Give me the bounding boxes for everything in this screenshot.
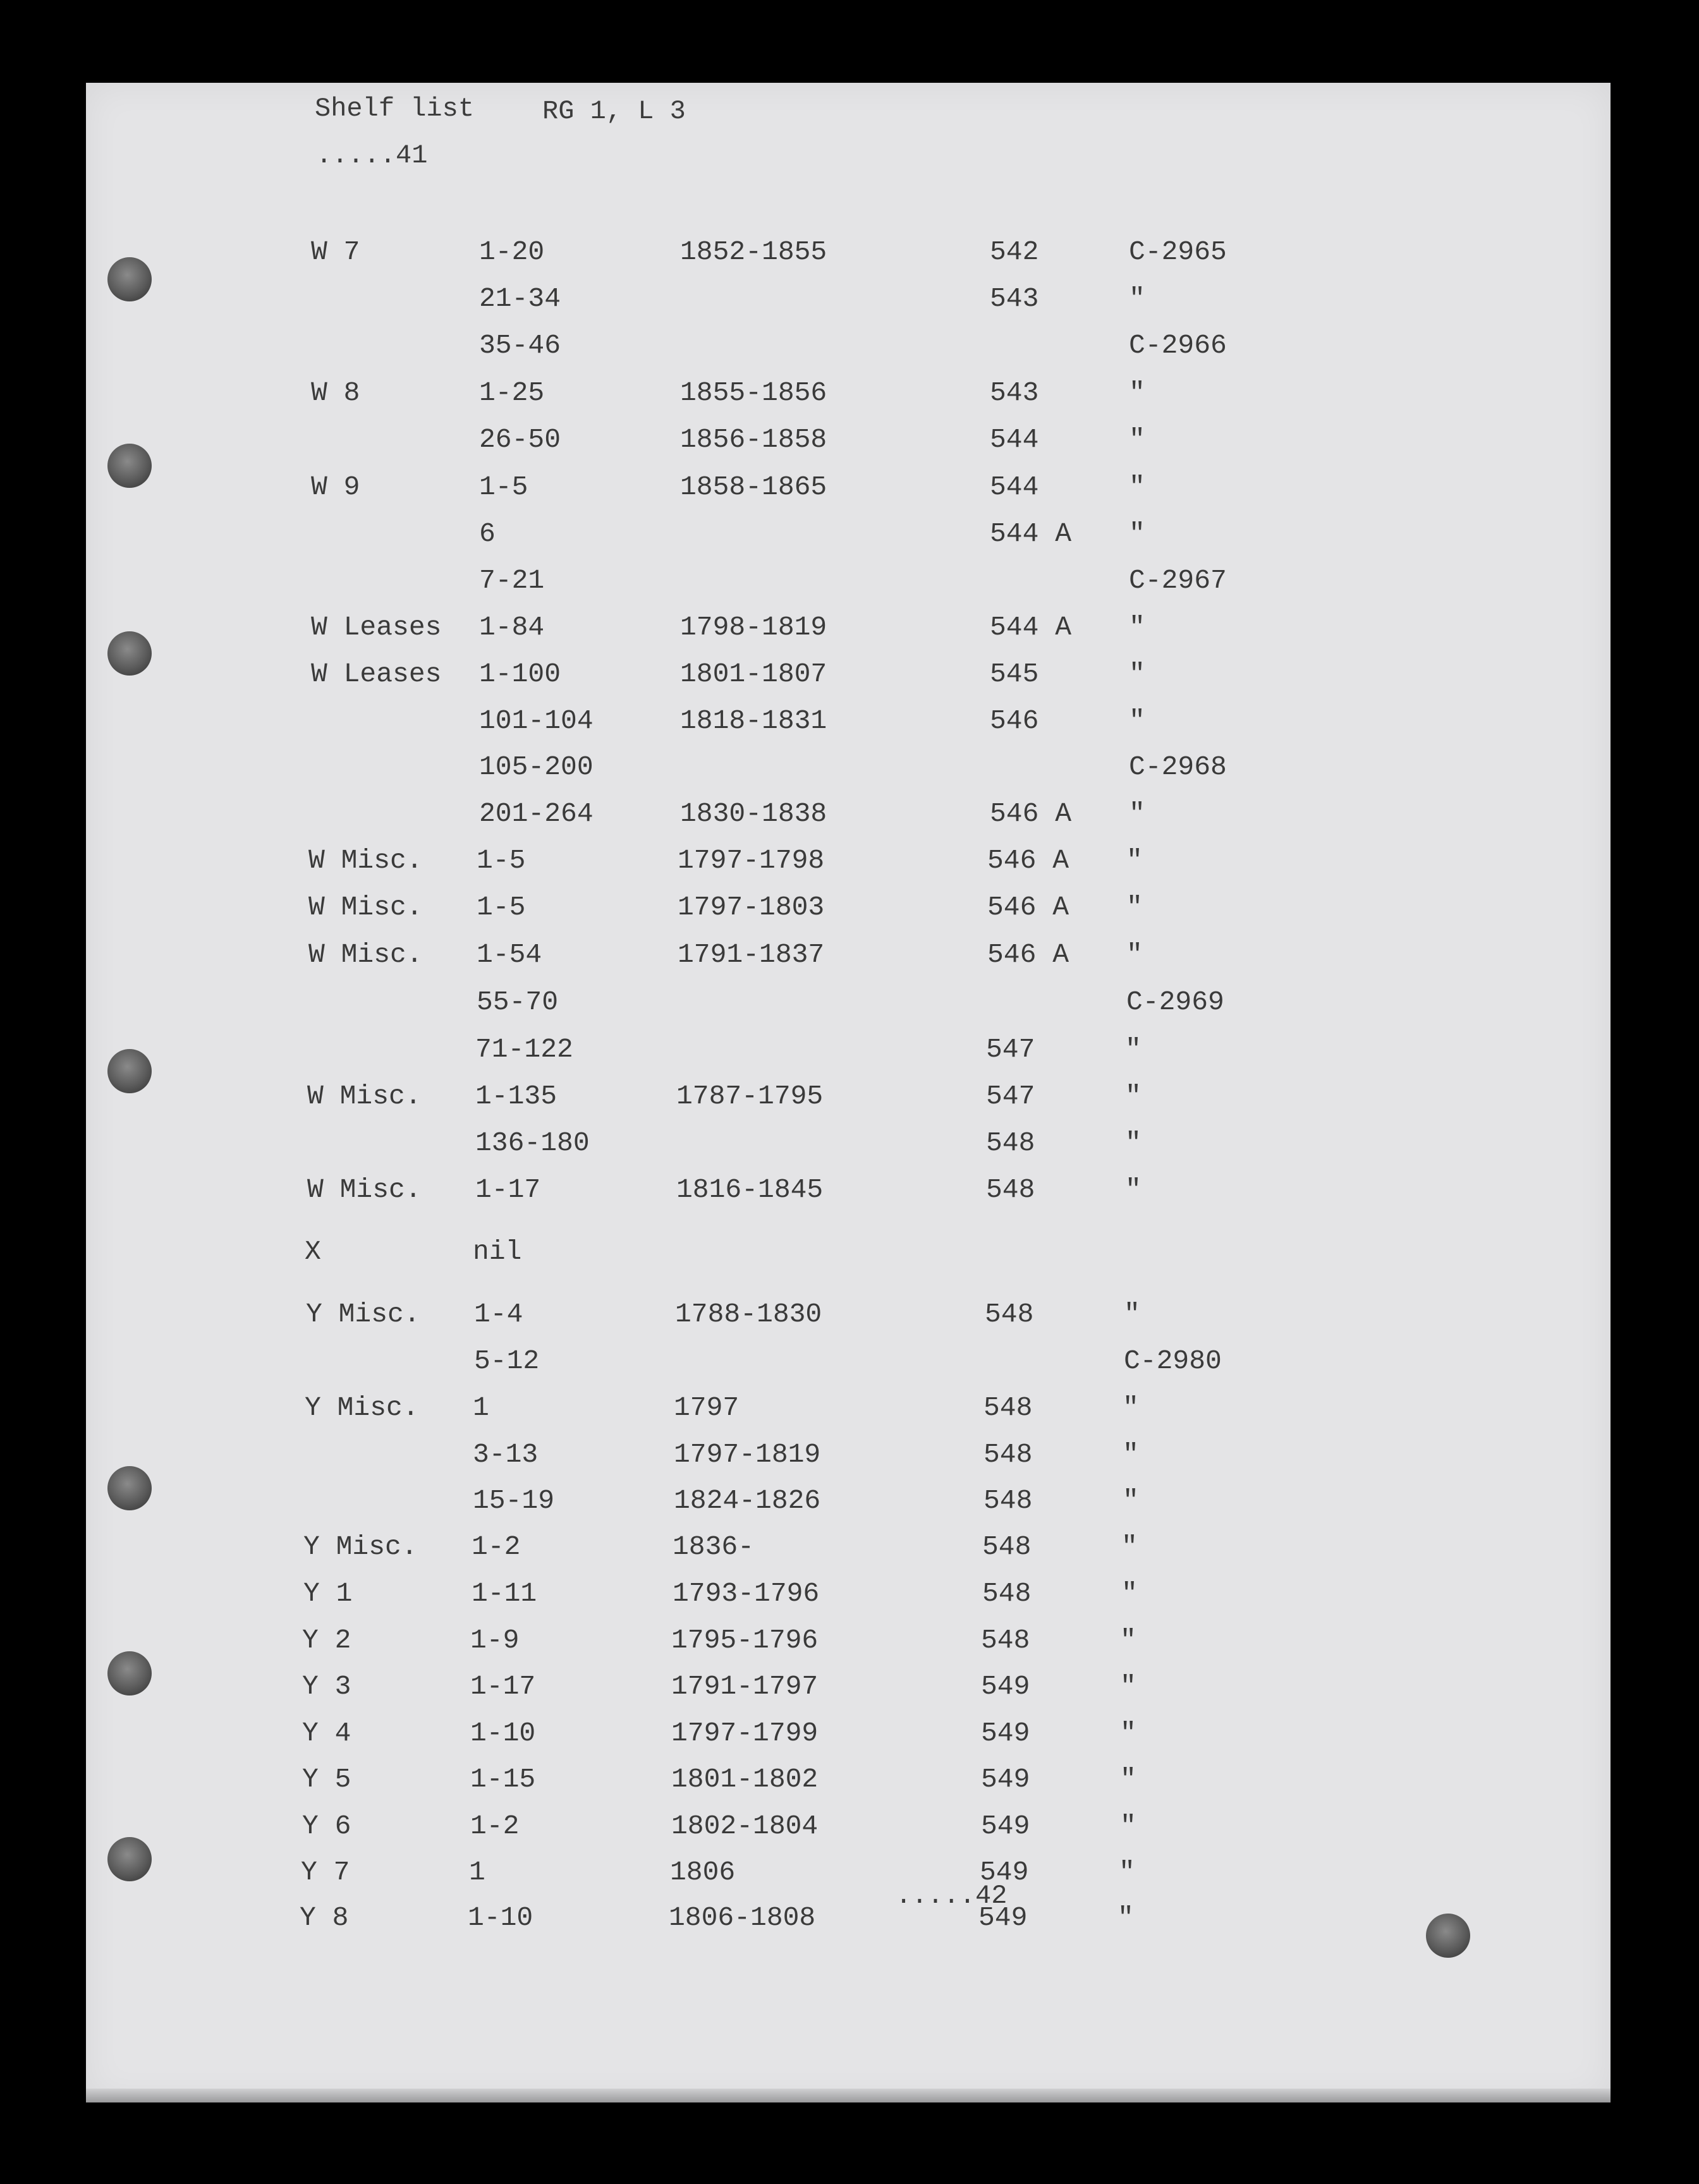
cell-reel: " [1120, 1718, 1136, 1749]
cell-series: W Misc. [308, 845, 423, 876]
table-row [86, 751, 1611, 789]
cell-series: W 9 [311, 471, 360, 502]
punch-hole [107, 1466, 152, 1510]
cell-reel: C-2969 [1126, 986, 1224, 1017]
cell-volumes: 1-20 [479, 236, 545, 267]
table-row [86, 565, 1611, 603]
cell-box: 544 [990, 471, 1039, 502]
cell-dates: 1830-1838 [680, 798, 827, 829]
cell-box: 549 [981, 1811, 1030, 1841]
cell-volumes: 1 [473, 1392, 489, 1423]
table-row [83, 986, 1608, 1024]
cell-reel: " [1129, 283, 1145, 314]
cell-series: Y 2 [302, 1625, 351, 1656]
table-row [82, 1081, 1607, 1119]
cell-box: 548 [983, 1439, 1033, 1470]
table-row [78, 1531, 1603, 1569]
cell-box: 548 [983, 1485, 1033, 1516]
cell-dates: 1816-1845 [676, 1174, 824, 1205]
cell-reel: " [1120, 1625, 1136, 1656]
cell-dates: 1798-1819 [680, 612, 827, 643]
continued-from-ref: .....41 [316, 140, 428, 171]
cell-volumes: 6 [479, 518, 496, 549]
cell-series: W Leases [311, 612, 442, 643]
cell-reel: " [1126, 892, 1143, 923]
cell-series: W Misc. [307, 1174, 422, 1205]
cell-dates: 1852-1855 [680, 236, 827, 267]
cell-box: 544 A [990, 518, 1072, 549]
cell-reel: " [1129, 798, 1145, 829]
cell-series: Y 5 [302, 1764, 351, 1795]
table-row [86, 705, 1611, 743]
cell-series: W 8 [311, 377, 360, 408]
cell-box: 549 [981, 1671, 1030, 1702]
cell-volumes: 1-25 [479, 377, 545, 408]
table-row [86, 424, 1611, 462]
cell-reel: " [1129, 518, 1145, 549]
cell-box: 546 A [987, 892, 1069, 923]
cell-volumes: 21-34 [479, 283, 561, 314]
cell-reel: " [1129, 471, 1145, 502]
cell-series: W 7 [311, 236, 360, 267]
cell-series: Y Misc. [305, 1392, 419, 1423]
table-row [76, 1857, 1600, 1895]
cell-dates: 1858-1865 [680, 471, 827, 502]
cell-volumes: 1-4 [474, 1299, 523, 1330]
table-row [75, 1902, 1599, 1940]
cell-reel: " [1125, 1127, 1142, 1158]
cell-reel: " [1126, 939, 1143, 970]
continued-to-ref: .....42 [896, 1881, 1008, 1911]
cell-reel: " [1120, 1671, 1136, 1702]
cell-volumes: 1-11 [472, 1578, 537, 1609]
cell-series: Y 8 [300, 1902, 349, 1933]
cell-dates: 1801-1807 [680, 658, 827, 689]
cell-box: 549 [980, 1857, 1029, 1888]
cell-volumes: 1 [469, 1857, 485, 1888]
cell-volumes: 1-10 [468, 1902, 533, 1933]
table-row [80, 1485, 1604, 1523]
cell-volumes: 1-2 [470, 1811, 520, 1841]
cell-box: 549 [978, 1902, 1028, 1933]
punch-hole [107, 1837, 152, 1881]
cell-reel: " [1120, 1811, 1136, 1841]
table-row [80, 1392, 1604, 1430]
cell-reel: C-2980 [1124, 1345, 1222, 1376]
cell-series: Y 4 [302, 1718, 351, 1749]
cell-series: Y 3 [302, 1671, 351, 1702]
cell-dates: 1797-1819 [674, 1439, 821, 1470]
cell-volumes: 26-50 [479, 424, 561, 455]
punch-hole [107, 444, 152, 488]
cell-box: 543 [990, 377, 1039, 408]
cell-volumes: 1-54 [477, 939, 542, 970]
cell-reel: " [1123, 1439, 1139, 1470]
cell-volumes: 1-17 [475, 1174, 541, 1205]
cell-reel: " [1121, 1531, 1138, 1562]
cell-dates: 1801-1802 [671, 1764, 819, 1795]
cell-reel: C-2968 [1129, 751, 1227, 782]
table-row [86, 612, 1611, 650]
cell-box: 549 [981, 1718, 1030, 1749]
cell-box: 544 A [990, 612, 1072, 643]
cell-reel: " [1129, 377, 1145, 408]
cell-reel: C-2967 [1129, 565, 1227, 596]
cell-series: W Leases [311, 658, 442, 689]
cell-volumes: 35-46 [479, 330, 561, 361]
table-row [81, 1345, 1605, 1383]
punch-hole [107, 257, 152, 301]
cell-volumes: 1-5 [477, 845, 526, 876]
cell-dates: 1824-1826 [674, 1485, 821, 1516]
table-row [86, 236, 1611, 274]
cell-box: 548 [982, 1531, 1032, 1562]
table-row [77, 1625, 1602, 1663]
punch-hole [107, 631, 152, 676]
cell-volumes: 3-13 [473, 1439, 539, 1470]
cell-box: 546 A [987, 939, 1069, 970]
cell-series: Y Misc. [303, 1531, 418, 1562]
table-row [78, 1578, 1603, 1616]
page-bottom-edge [86, 2089, 1611, 2102]
record-group: RG 1, L 3 [542, 96, 686, 126]
cell-series: W Misc. [307, 1081, 422, 1112]
cell-box: 546 A [990, 798, 1072, 829]
cell-dates: 1795-1796 [671, 1625, 819, 1656]
cell-box: 546 [990, 705, 1039, 736]
cell-dates: 1791-1837 [678, 939, 825, 970]
cell-dates: 1797-1798 [678, 845, 825, 876]
cell-reel: " [1126, 845, 1143, 876]
table-row [77, 1764, 1602, 1802]
cell-box: 548 [981, 1625, 1030, 1656]
cell-volumes: 1-135 [475, 1081, 557, 1112]
page-title: Shelf list [315, 94, 475, 124]
cell-dates: 1856-1858 [680, 424, 827, 455]
cell-box: 547 [986, 1081, 1035, 1112]
cell-volumes: nil [473, 1236, 522, 1267]
cell-volumes: 136-180 [475, 1127, 590, 1158]
cell-box: 548 [986, 1127, 1035, 1158]
cell-reel: " [1124, 1299, 1140, 1330]
cell-dates: 1818-1831 [680, 705, 827, 736]
cell-box: 548 [985, 1299, 1034, 1330]
table-row [82, 1127, 1607, 1165]
table-row [83, 939, 1608, 977]
cell-reel: " [1129, 658, 1145, 689]
table-row [82, 1174, 1607, 1212]
table-row [80, 1236, 1604, 1274]
cell-box: 549 [981, 1764, 1030, 1795]
cell-volumes: 1-5 [477, 892, 526, 923]
cell-reel: " [1123, 1392, 1139, 1423]
cell-box: 548 [986, 1174, 1035, 1205]
cell-volumes: 201-264 [479, 798, 594, 829]
table-row [86, 518, 1611, 556]
cell-volumes: 101-104 [479, 705, 594, 736]
cell-volumes: 1-9 [470, 1625, 520, 1656]
table-row [83, 845, 1608, 883]
cell-dates: 1855-1856 [680, 377, 827, 408]
cell-dates: 1797 [674, 1392, 740, 1423]
table-row [86, 471, 1611, 509]
table-row [86, 330, 1611, 368]
cell-volumes: 71-122 [475, 1034, 573, 1065]
cell-reel: " [1129, 612, 1145, 643]
cell-reel: C-2966 [1129, 330, 1227, 361]
table-row [86, 798, 1611, 836]
punch-hole [107, 1049, 152, 1093]
cell-reel: " [1121, 1578, 1138, 1609]
cell-box: 546 A [987, 845, 1069, 876]
cell-reel: " [1125, 1034, 1142, 1065]
cell-box: 543 [990, 283, 1039, 314]
table-row [77, 1811, 1602, 1848]
cell-reel: " [1125, 1081, 1142, 1112]
document-page [86, 83, 1611, 2101]
cell-reel: " [1129, 424, 1145, 455]
punch-hole [107, 1651, 152, 1696]
cell-series: Y 6 [302, 1811, 351, 1841]
cell-series: Y 1 [303, 1578, 353, 1609]
cell-volumes: 1-10 [470, 1718, 536, 1749]
cell-box: 548 [983, 1392, 1033, 1423]
cell-dates: 1791-1797 [671, 1671, 819, 1702]
cell-box: 544 [990, 424, 1039, 455]
table-row [86, 377, 1611, 415]
table-row [81, 1299, 1605, 1337]
cell-box: 542 [990, 236, 1039, 267]
cell-dates: 1787-1795 [676, 1081, 824, 1112]
cell-box: 548 [982, 1578, 1032, 1609]
table-row [86, 658, 1611, 696]
cell-volumes: 5-12 [474, 1345, 540, 1376]
cell-reel: " [1129, 705, 1145, 736]
cell-dates: 1806-1808 [669, 1902, 816, 1933]
table-row [80, 1439, 1604, 1477]
cell-volumes: 1-17 [470, 1671, 536, 1702]
cell-volumes: 1-15 [470, 1764, 536, 1795]
cell-dates: 1793-1796 [673, 1578, 820, 1609]
cell-box: 545 [990, 658, 1039, 689]
cell-dates: 1788-1830 [675, 1299, 822, 1330]
cell-volumes: 55-70 [477, 986, 559, 1017]
cell-series: W Misc. [308, 892, 423, 923]
cell-reel: " [1120, 1764, 1136, 1795]
cell-reel: " [1123, 1485, 1139, 1516]
cell-volumes: 1-2 [472, 1531, 521, 1562]
cell-series: W Misc. [308, 939, 423, 970]
table-row [83, 892, 1608, 930]
cell-reel: " [1125, 1174, 1142, 1205]
cell-dates: 1836- [673, 1531, 755, 1562]
shelf-list-table [86, 83, 1611, 2101]
cell-box: 547 [986, 1034, 1035, 1065]
cell-dates: 1797-1799 [671, 1718, 819, 1749]
cell-volumes: 1-5 [479, 471, 528, 502]
cell-series: X [305, 1236, 321, 1267]
cell-volumes: 15-19 [473, 1485, 555, 1516]
cell-reel: C-2965 [1129, 236, 1227, 267]
cell-reel: " [1119, 1857, 1135, 1888]
cell-dates: 1802-1804 [671, 1811, 819, 1841]
cell-dates: 1806 [670, 1857, 736, 1888]
table-row [77, 1718, 1602, 1756]
cell-reel: " [1117, 1902, 1134, 1933]
punch-hole [1426, 1914, 1470, 1958]
table-row [82, 1034, 1607, 1072]
cell-volumes: 105-200 [479, 751, 594, 782]
cell-volumes: 7-21 [479, 565, 545, 596]
cell-dates: 1797-1803 [678, 892, 825, 923]
cell-series: Y 7 [301, 1857, 350, 1888]
table-row [86, 283, 1611, 321]
cell-volumes: 1-100 [479, 658, 561, 689]
cell-volumes: 1-84 [479, 612, 545, 643]
cell-series: Y Misc. [306, 1299, 420, 1330]
table-row [77, 1671, 1602, 1709]
